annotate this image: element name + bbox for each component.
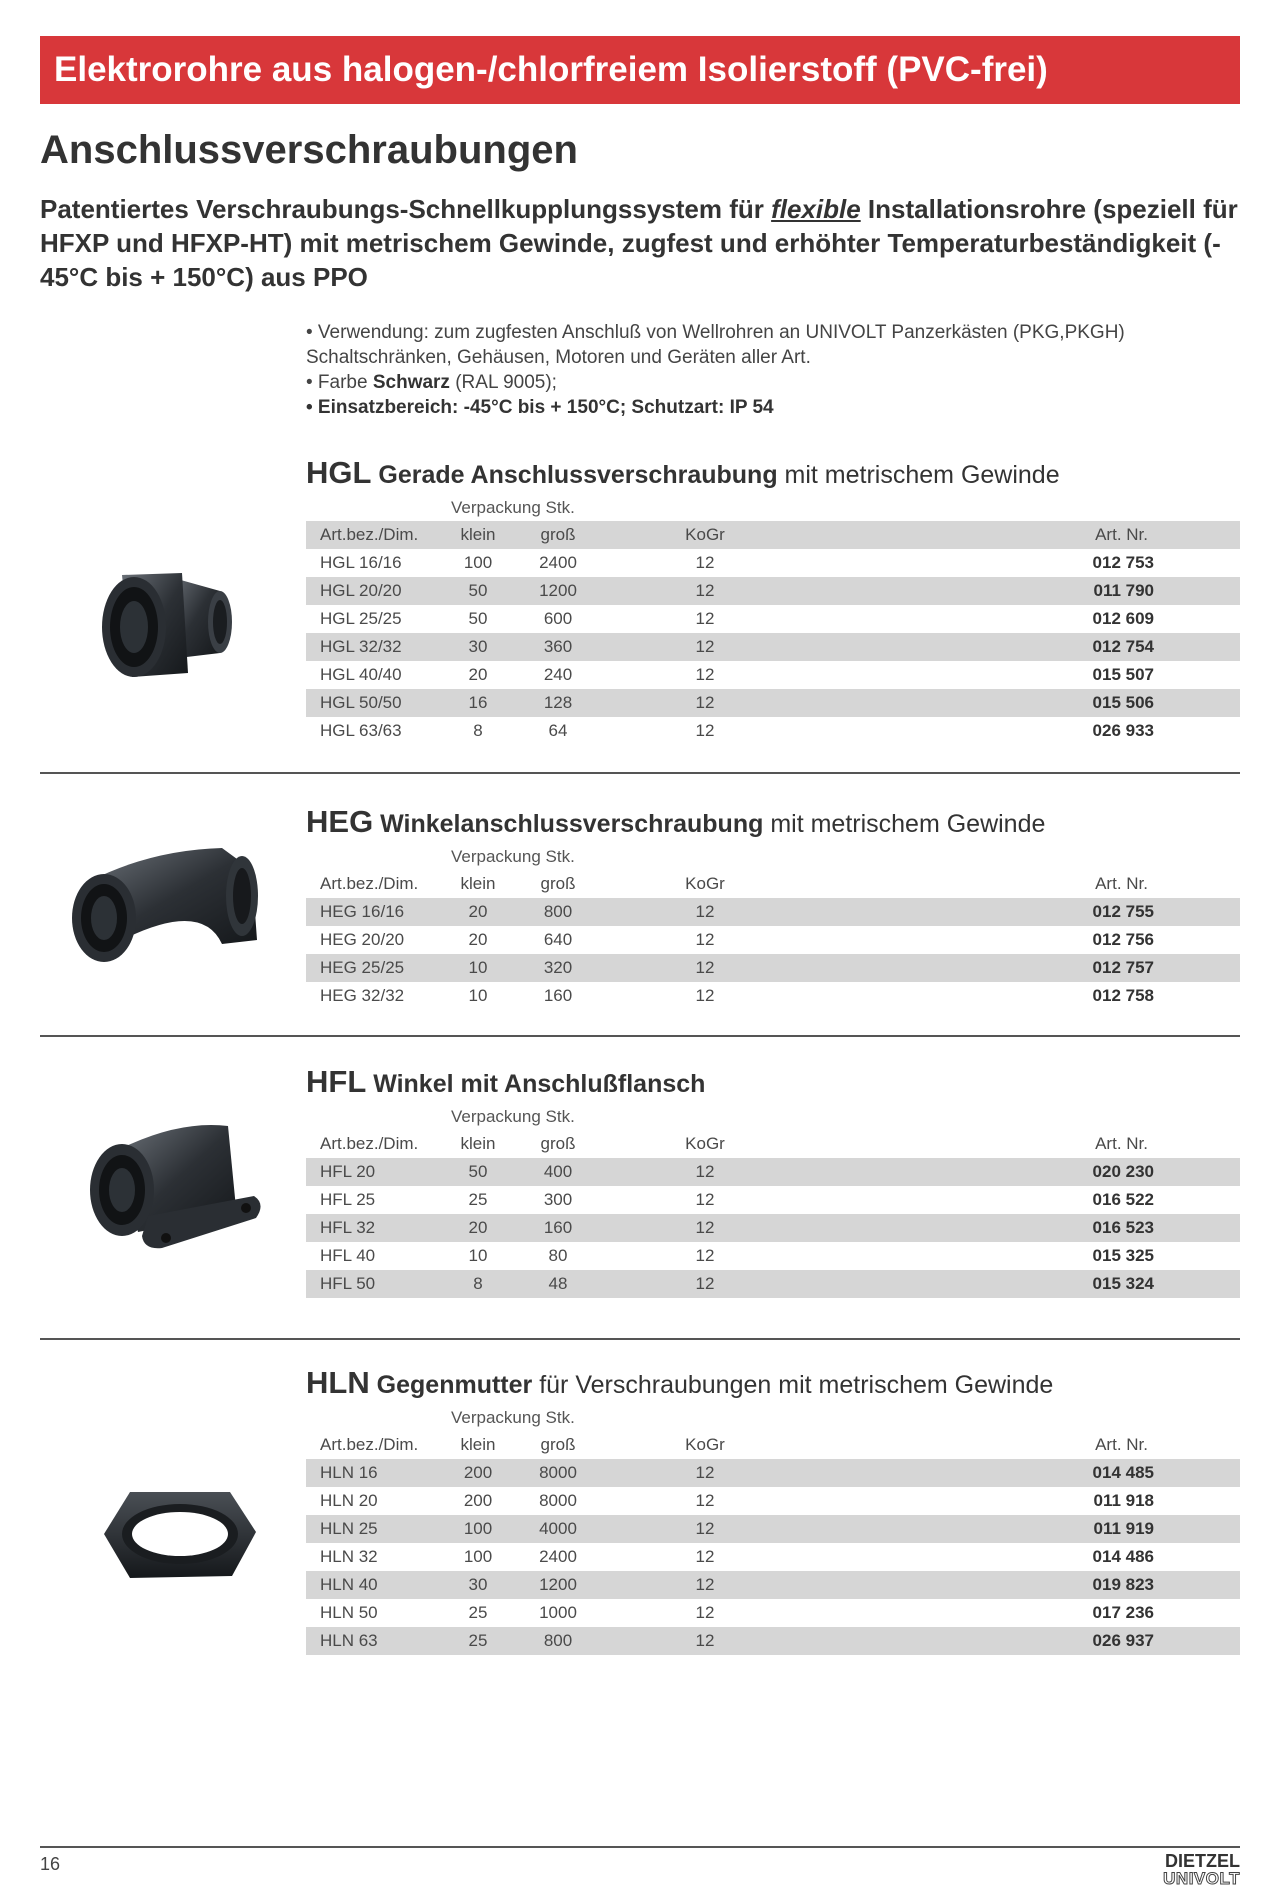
product-subtitle — [40, 192, 1240, 294]
subtitle-emphasis: flexible — [771, 194, 861, 224]
cell-large: 2400 — [539, 1547, 577, 1566]
cell-large: 80 — [548, 1246, 568, 1265]
cell-art-nr: 012 758 — [1092, 986, 1154, 1005]
col-dim: Art.bez./Dim. — [320, 874, 419, 893]
cell-art-nr: 016 522 — [1092, 1190, 1154, 1209]
cell-small: 30 — [450, 1571, 506, 1599]
cell-small: 20 — [450, 1214, 506, 1242]
col-small: klein — [460, 1134, 496, 1153]
cell-dim: HGL 16/16 — [320, 553, 402, 572]
table-row — [306, 1459, 1240, 1487]
cell-large: 600 — [543, 609, 573, 628]
section-divider — [40, 772, 1240, 774]
cell-art-nr: 012 755 — [800, 898, 1240, 926]
table-row — [306, 605, 1240, 633]
table-row — [306, 1627, 1240, 1655]
cell-art-nr: 011 918 — [1093, 1491, 1154, 1510]
cell-large: 800 — [506, 898, 610, 926]
section-desc: mit metrischem Gewinde — [763, 810, 1046, 838]
cell-kogr: 12 — [610, 1270, 800, 1298]
page-banner: Elektrorohre aus halogen-/chlorfreiem Isolierstoff (PVC-frei) — [40, 36, 1240, 104]
usage-notes — [306, 320, 1236, 420]
cell-dim: HFL 40 — [320, 1246, 376, 1265]
section-heg — [306, 804, 1240, 1010]
cell-dim: HLN 63 — [306, 1627, 450, 1655]
cell-kogr: 12 — [610, 1459, 800, 1487]
cell-art-nr: 012 757 — [800, 954, 1240, 982]
cell-art-nr: 014 485 — [800, 1459, 1240, 1487]
cell-small: 25 — [468, 1190, 488, 1209]
cell-dim: HEG 25/25 — [306, 954, 450, 982]
col-kogr: KoGr — [685, 1134, 725, 1153]
cell-dim: HFL 25 — [320, 1190, 376, 1209]
cell-kogr: 12 — [610, 1158, 800, 1186]
cell-large: 320 — [506, 954, 610, 982]
cell-large: 4000 — [506, 1515, 610, 1543]
hgl-product-image — [92, 555, 242, 695]
cell-small: 20 — [450, 898, 506, 926]
cell-art-nr: 015 325 — [1092, 1246, 1154, 1265]
cell-kogr: 12 — [695, 609, 715, 628]
cell-kogr: 12 — [695, 665, 715, 684]
cell-dim: HEG 16/16 — [306, 898, 450, 926]
table-row — [306, 661, 1240, 689]
cell-large: 2400 — [539, 553, 577, 572]
cell-kogr: 12 — [695, 1190, 715, 1209]
cell-dim: HGL 63/63 — [320, 721, 402, 740]
table-row — [306, 1270, 1240, 1298]
cell-small: 100 — [450, 1515, 506, 1543]
cell-kogr: 12 — [695, 1603, 715, 1622]
section-name: Gegenmutter — [369, 1371, 533, 1399]
cell-small: 50 — [450, 577, 506, 605]
cell-large: 360 — [506, 633, 610, 661]
cell-art-nr: 026 933 — [1092, 721, 1154, 740]
cell-art-nr: 026 937 — [800, 1627, 1240, 1655]
cell-dim: HLN 50 — [320, 1603, 378, 1622]
table-row — [306, 1599, 1240, 1627]
col-large: groß — [540, 874, 576, 893]
cell-small: 25 — [468, 1603, 488, 1622]
cell-kogr: 12 — [695, 986, 715, 1005]
table-header — [306, 521, 1240, 549]
cell-kogr: 12 — [695, 1491, 715, 1510]
table-header — [306, 870, 1240, 898]
cell-art-nr: 011 919 — [800, 1515, 1240, 1543]
col-dim: Art.bez./Dim. — [306, 521, 450, 549]
cell-kogr: 12 — [610, 1515, 800, 1543]
table-row — [306, 898, 1240, 926]
table-row — [306, 1487, 1240, 1515]
cell-large: 8000 — [506, 1459, 610, 1487]
table-row — [306, 1242, 1240, 1270]
note-range — [306, 395, 1236, 420]
cell-art-nr: 019 823 — [800, 1571, 1240, 1599]
cell-small: 10 — [450, 954, 506, 982]
section-hln — [306, 1365, 1240, 1655]
cell-large: 240 — [543, 665, 573, 684]
packaging-label: Verpackung Stk. — [451, 1408, 575, 1427]
table-row — [306, 689, 1240, 717]
section-title — [306, 455, 1240, 495]
table-row — [306, 1214, 1240, 1242]
table-row — [306, 1158, 1240, 1186]
cell-dim: HFL 32 — [306, 1214, 450, 1242]
cell-large: 400 — [506, 1158, 610, 1186]
table-header — [306, 1431, 1240, 1459]
cell-dim: HGL 50/50 — [306, 689, 450, 717]
cell-dim: HLN 25 — [306, 1515, 450, 1543]
cell-small: 30 — [450, 633, 506, 661]
cell-large: 800 — [506, 1627, 610, 1655]
cell-art-nr: 012 753 — [1092, 553, 1154, 572]
hfl-table — [306, 1130, 1240, 1298]
cell-small: 100 — [463, 553, 493, 572]
cell-art-nr: 017 236 — [1092, 1603, 1154, 1622]
col-large: groß — [540, 1435, 576, 1454]
table-row — [306, 1543, 1240, 1571]
cell-kogr: 12 — [610, 1214, 800, 1242]
cell-art-nr: 015 506 — [800, 689, 1240, 717]
cell-large: 1000 — [539, 1603, 577, 1622]
cell-large: 1200 — [506, 577, 610, 605]
packaging-label: Verpackung Stk. — [451, 1107, 575, 1126]
note-color-value: Schwarz — [372, 372, 450, 393]
cell-small: 200 — [463, 1491, 493, 1510]
table-row — [306, 926, 1240, 954]
section-title — [306, 1064, 1240, 1104]
table-header — [306, 1130, 1240, 1158]
cell-large: 48 — [506, 1270, 610, 1298]
section-title — [306, 1365, 1240, 1405]
cell-dim: HGL 32/32 — [306, 633, 450, 661]
cell-art-nr: 012 754 — [800, 633, 1240, 661]
cell-art-nr: 016 523 — [800, 1214, 1240, 1242]
packaging-label: Verpackung Stk. — [451, 847, 575, 866]
cell-small: 50 — [468, 609, 488, 628]
cell-kogr: 12 — [610, 954, 800, 982]
section-desc: für Verschraubungen mit metrischem Gewinde — [532, 1371, 1054, 1399]
section-code: HEG — [306, 804, 374, 839]
col-art-nr: Art. Nr. — [1095, 1435, 1148, 1454]
cell-art-nr: 011 790 — [800, 577, 1240, 605]
cell-large: 640 — [543, 930, 573, 949]
table-row — [306, 982, 1240, 1010]
brand-logo — [1163, 1852, 1240, 1888]
cell-dim: HEG 32/32 — [320, 986, 405, 1005]
table-row — [306, 954, 1240, 982]
note-color — [306, 370, 1236, 395]
col-dim: Art.bez./Dim. — [320, 1134, 419, 1153]
cell-kogr: 12 — [610, 1571, 800, 1599]
cell-dim: HGL 20/20 — [306, 577, 450, 605]
section-divider — [40, 1338, 1240, 1340]
logo-top: DIETZEL — [1165, 1851, 1240, 1871]
cell-large: 160 — [506, 1214, 610, 1242]
col-kogr: KoGr — [685, 874, 725, 893]
section-name: Winkelanschlussverschraubung — [373, 810, 764, 838]
table-row — [306, 577, 1240, 605]
col-kogr: KoGr — [610, 521, 800, 549]
table-row — [306, 1571, 1240, 1599]
cell-kogr: 12 — [610, 633, 800, 661]
cell-kogr: 12 — [695, 1246, 715, 1265]
cell-kogr: 12 — [610, 689, 800, 717]
cell-kogr: 12 — [610, 1627, 800, 1655]
cell-kogr: 12 — [695, 553, 715, 572]
cell-kogr: 12 — [695, 930, 715, 949]
cell-small: 20 — [468, 665, 488, 684]
packaging-label: Verpackung Stk. — [451, 498, 575, 517]
note-range-text: • Einsatzbereich: -45°C bis + 150°C; Schutzart: IP 54 — [306, 397, 774, 418]
cell-dim: HLN 16 — [306, 1459, 450, 1487]
table-row — [306, 1515, 1240, 1543]
section-hfl — [306, 1064, 1240, 1298]
col-kogr: KoGr — [685, 1435, 725, 1454]
cell-large: 160 — [543, 986, 573, 1005]
footer-divider — [40, 1846, 1240, 1848]
cell-dim: HLN 40 — [306, 1571, 450, 1599]
cell-small: 8 — [450, 1270, 506, 1298]
col-small: klein — [450, 521, 506, 549]
cell-art-nr: 020 230 — [800, 1158, 1240, 1186]
cell-large: 8000 — [539, 1491, 577, 1510]
cell-dim: HFL 20 — [306, 1158, 450, 1186]
cell-dim: HGL 25/25 — [320, 609, 402, 628]
page-title: Anschlussverschraubungen — [40, 128, 578, 172]
logo-bottom: UNIVOLT — [1163, 1869, 1240, 1888]
cell-small: 200 — [450, 1459, 506, 1487]
cell-art-nr: 015 507 — [1092, 665, 1154, 684]
cell-dim: HLN 32 — [320, 1547, 378, 1566]
col-art-nr: Art. Nr. — [1095, 874, 1148, 893]
col-small: klein — [460, 1435, 496, 1454]
cell-large: 128 — [506, 689, 610, 717]
section-desc: mit metrischem Gewinde — [777, 461, 1060, 489]
col-large: groß — [540, 1134, 576, 1153]
section-name: Winkel mit Anschlußflansch — [366, 1070, 706, 1098]
col-art-nr: Art. Nr. — [1095, 1134, 1148, 1153]
page-number: 16 — [40, 1854, 61, 1874]
cell-art-nr: 015 324 — [800, 1270, 1240, 1298]
col-large: groß — [506, 521, 610, 549]
hfl-product-image — [78, 1120, 268, 1260]
cell-art-nr: 014 486 — [1092, 1547, 1154, 1566]
table-row — [306, 717, 1240, 745]
table-row — [306, 1186, 1240, 1214]
section-code: HGL — [306, 455, 372, 490]
cell-kogr: 12 — [695, 721, 715, 740]
cell-art-nr: 012 756 — [1092, 930, 1154, 949]
col-art-nr: Art. Nr. — [800, 521, 1240, 549]
section-divider — [40, 1035, 1240, 1037]
note-usage: • Verwendung: zum zugfesten Anschluß von Wellrohren an UNIVOLT Panzerkästen (PKG,PKGH) Schaltschränken, Gehäusen, Motoren und Geräten aller Art. — [306, 322, 1125, 368]
hgl-table — [306, 521, 1240, 745]
cell-kogr: 12 — [695, 1547, 715, 1566]
hln-product-image — [100, 1480, 260, 1590]
cell-large: 300 — [543, 1190, 573, 1209]
cell-small: 10 — [468, 1246, 488, 1265]
note-color-suffix: (RAL 9005); — [449, 372, 557, 393]
cell-small: 50 — [450, 1158, 506, 1186]
cell-small: 25 — [450, 1627, 506, 1655]
subtitle-part1: Patentiertes Verschraubungs-Schnellkupplungssystem für — [40, 194, 772, 224]
table-row — [306, 633, 1240, 661]
cell-small: 8 — [473, 721, 483, 740]
heg-product-image — [62, 840, 272, 970]
cell-small: 20 — [468, 930, 488, 949]
cell-dim: HEG 20/20 — [320, 930, 405, 949]
table-row — [306, 549, 1240, 577]
section-hgl — [306, 455, 1240, 745]
cell-kogr: 12 — [610, 898, 800, 926]
section-code: HLN — [306, 1365, 370, 1400]
section-code: HFL — [306, 1064, 367, 1099]
cell-small: 10 — [468, 986, 488, 1005]
cell-dim: HFL 50 — [306, 1270, 450, 1298]
cell-large: 64 — [548, 721, 568, 740]
cell-dim: HGL 40/40 — [320, 665, 402, 684]
subtitle-part2: Installationsrohre (speziell für HFXP und HFXP-HT) mit metrischem Gewinde, zugfest und erhöhter Temperaturbeständigkeit (- 45°C bis + 150°C) aus PPO — [40, 194, 1238, 292]
section-name: Gerade Anschlussverschraubung — [371, 461, 778, 489]
cell-art-nr: 012 609 — [1092, 609, 1154, 628]
col-small: klein — [460, 874, 496, 893]
heg-table — [306, 870, 1240, 1010]
hln-table — [306, 1431, 1240, 1655]
cell-large: 1200 — [506, 1571, 610, 1599]
cell-small: 16 — [450, 689, 506, 717]
cell-small: 100 — [463, 1547, 493, 1566]
note-color-prefix: • Farbe — [306, 372, 373, 393]
section-title — [306, 804, 1240, 844]
cell-dim: HLN 20 — [320, 1491, 378, 1510]
cell-kogr: 12 — [610, 577, 800, 605]
col-dim: Art.bez./Dim. — [320, 1435, 419, 1454]
